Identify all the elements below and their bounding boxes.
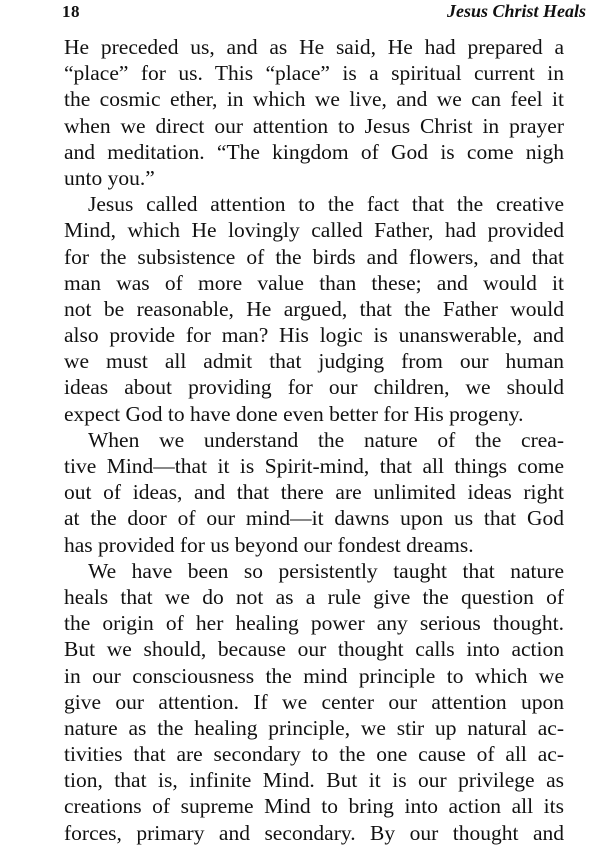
text-line: heals that we do not as a rule give the question of [64,584,564,609]
text-line: not be reasonable, He argued, that the Father would [64,296,564,321]
body-text [64,34,564,846]
text-line: “place” for us. This “place” is a spiritual current in [64,61,564,86]
text-line: When we understand the nature of the crea- [88,427,564,452]
text-line: unto you.” [64,165,155,190]
text-line: He preceded us, and as He said, He had prepared a [64,35,564,59]
page-number: 18 [62,2,80,21]
text-line: for the subsistence of the birds and flowers, and that [64,244,564,269]
text-line: Mind, which He lovingly called Father, had provided [64,218,564,243]
text-line: We have been so persistently taught that nature [88,558,564,583]
text-line: the cosmic ether, in which we live, and we can feel it [64,87,564,112]
running-title: Jesus Christ Heals [446,1,586,21]
text-line: also provide for man? His logic is unanswerable, and [64,323,564,348]
text-line: But we should, because our thought calls into action [64,637,564,662]
text-line: creations of supreme Mind to bring into action all its [64,794,564,819]
text-line: expect God to have done even better for His progeny. [64,401,524,426]
text-line: when we direct our attention to Jesus Christ in prayer [64,113,564,138]
text-line: Jesus called attention to the fact that the creative [88,192,564,217]
text-line: ideas about providing for our children, we should [64,375,564,400]
text-line: at the door of our mind—it dawns upon us that God [64,506,564,531]
text-line: the origin of her healing power any serious thought. [64,611,564,636]
text-line: give our attention. If we center our attention upon [64,689,564,714]
text-line: tion, that is, infinite Mind. But it is our privilege as [64,768,564,793]
text-line: tive Mind—that it is Spirit-mind, that all things come [64,454,564,478]
text-line: forces, primary and secondary. By our thought and [64,820,564,845]
text-line: man was of more value than these; and would it [64,270,564,295]
text-line: has provided for us beyond our fondest dreams. [64,532,474,557]
text-line: we must all admit that judging from our human [64,349,564,374]
text-line: nature as the healing principle, we stir up natural ac- [64,715,564,740]
text-line: in our consciousness the mind principle to which we [64,663,564,688]
text-line: tivities that are secondary to the one cause of all ac- [64,742,564,767]
page-header [0,0,600,28]
text-line: out of ideas, and that there are unlimited ideas right [64,480,564,505]
text-line: and meditation. “The kingdom of God is come nigh [64,139,564,164]
